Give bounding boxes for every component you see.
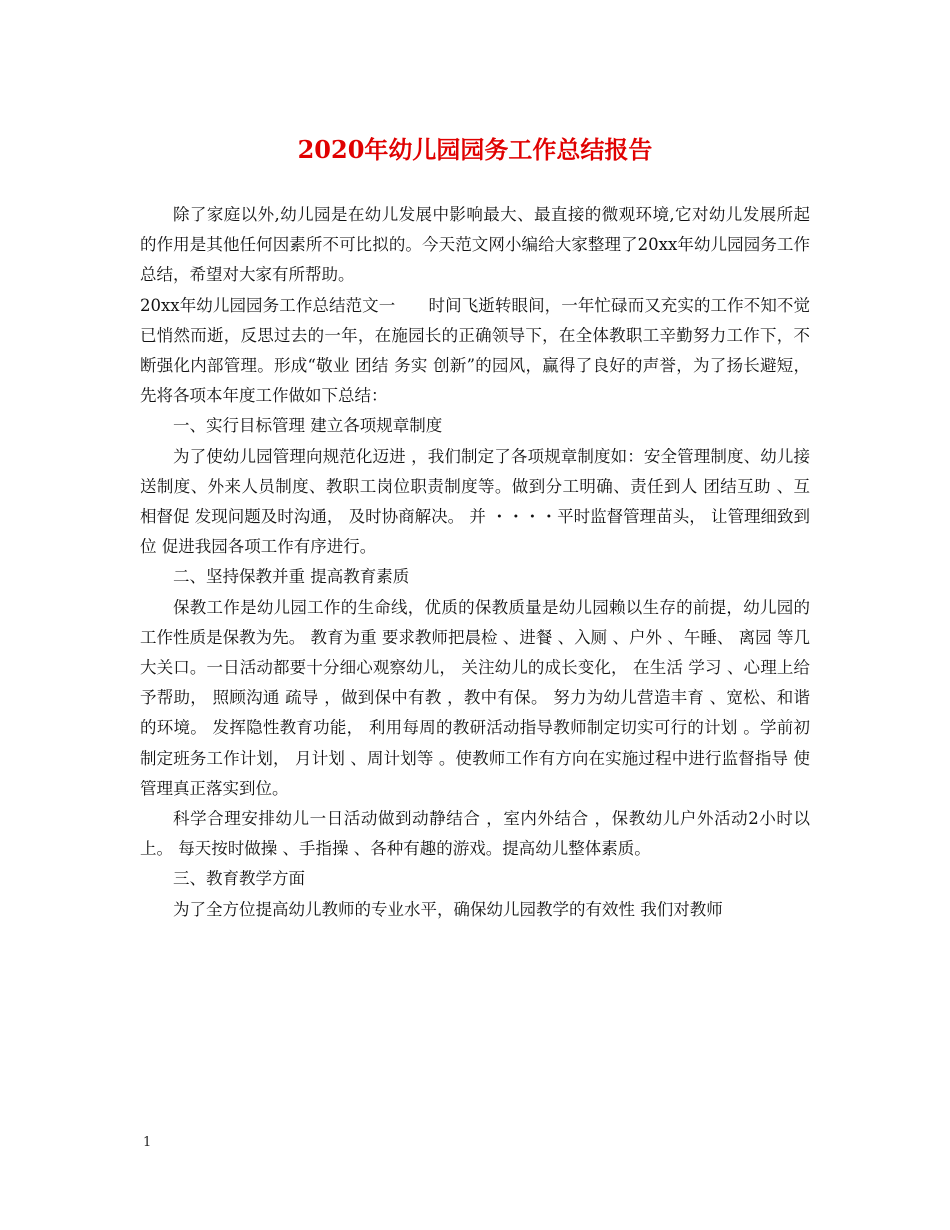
paragraph-rules: 为了使幼儿园管理向规范化迈进 ，我们制定了各项规章制度如：安全管理制度、幼儿接送制度、外来人员制度、教职工岗位职责制度等。做到分工明确、责任到人 团结互助 、互相督促 发现问题及时沟通， 及时协商解决。 并 ・・・・平时监督管理苗头， 让管理细致到位 促进我园各项工作有序进行。 — [140, 446, 810, 557]
section-heading-care-education: 二、坚持保教并重 提高教育素质 — [173, 567, 410, 587]
page-number: 1 — [143, 1135, 152, 1150]
paragraph-care-education: 保教工作是幼儿园工作的生命线，优质的保教质量是幼儿园赖以生存的前提，幼儿园的工作性质是保教为先。 教育为重 要求教师把晨检 、进餐 、入厕 、户外 、午睡、 离园 等几大关口。一日活动都要十分细心观察幼儿， 关注幼儿的成长变化， 在生活 学习 、心理上给予帮助， 照顾沟通 疏导 ，做到保中有教 ，教中有保。 努力为幼儿营造丰育 、宽松、和谐的环境。 发挥隐性教育功能， 利用每周的教研活动指导教师制定切实可行的计划 。学前初制定班务工作计划， 月计划 、周计划等 。使教师工作有方向在实施过程中进行监督指导 使管理真正落实到位。 — [140, 597, 810, 798]
document-body — [140, 200, 810, 925]
paragraph-sample-one: 20xx年幼儿园园务工作总结范文一 时间飞逝转眼间，一年忙碌而又充实的工作不知不觉已悄然而逝，反思过去的一年，在施园长的正确领导下，在全体教职工辛勤努力工作下，不断强化内部管理。形成“敬业 团结 务实 创新”的园风，赢得了良好的声誉，为了扬长避短，先将各项本年度工作做如下总结： — [140, 295, 810, 406]
document-title: 2020年幼儿园园务工作总结报告 — [297, 135, 653, 164]
section-heading-teaching: 三、教育教学方面 — [173, 869, 305, 889]
paragraph-daily-activities: 科学合理安排幼儿一日活动做到动静结合 ，室内外结合 ，保教幼儿户外活动2小时以上。 每天按时做操 、手指操 、各种有趣的游戏。提高幼儿整体素质。 — [140, 809, 810, 859]
paragraph-teaching: 为了全方位提高幼儿教师的专业水平，确保幼儿园教学的有效性 我们对教师 — [173, 899, 723, 919]
section-heading-target-management: 一、实行目标管理 建立各项规章制度 — [173, 416, 443, 436]
paragraph-intro: 除了家庭以外,幼儿园是在幼儿发展中影响最大、最直接的微观环境,它对幼儿发展所起的作用是其他任何因素所不可比拟的。今天范文网小编给大家整理了20xx年幼儿园园务工作总结，希望对大家有所帮助。 — [140, 205, 810, 285]
